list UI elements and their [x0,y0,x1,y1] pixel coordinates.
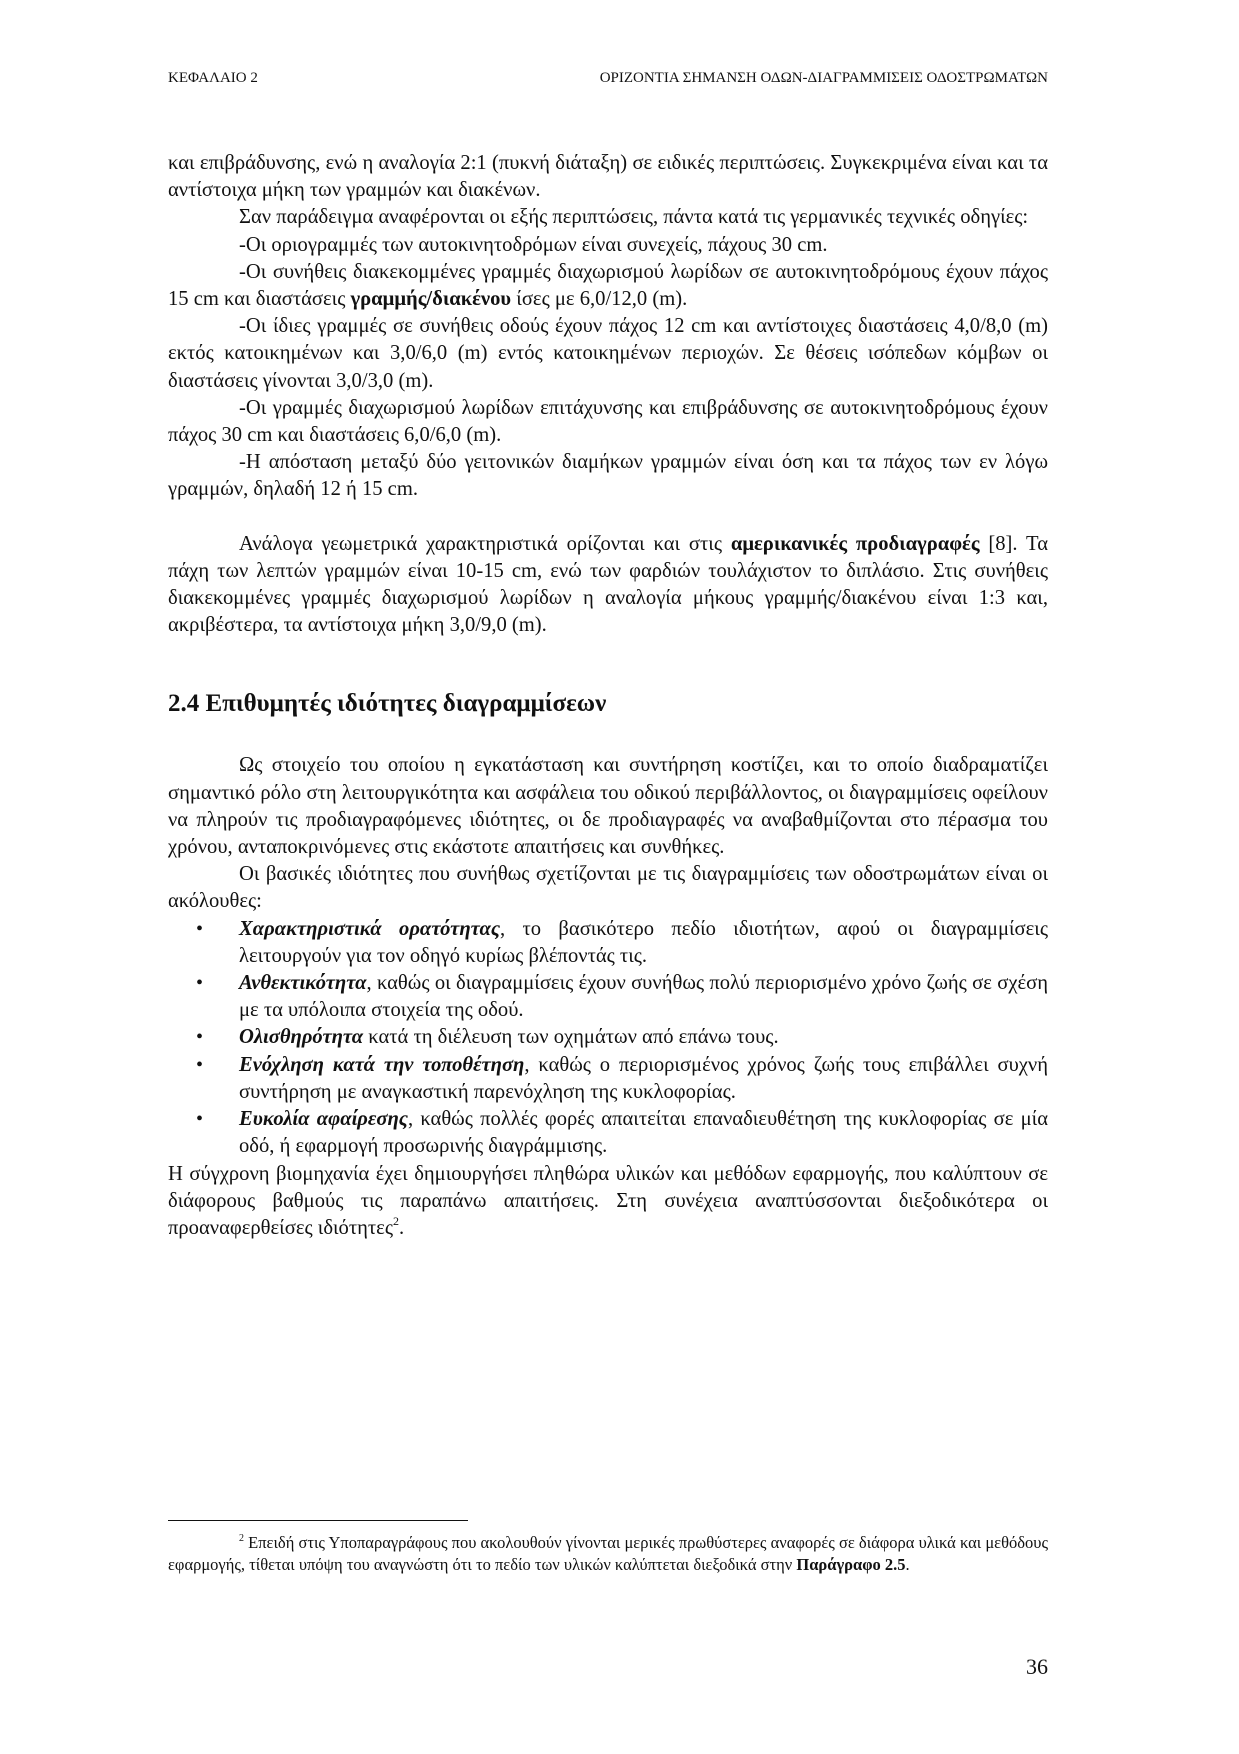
property-term: Ευκολία αφαίρεσης [239,1108,408,1131]
list-item [196,970,1048,1024]
paragraph: -Η απόσταση μεταξύ δύο γειτονικών διαμήκων γραμμών είναι όση και τα πάχος των εν λόγω γραμμών, δηλαδή 12 ή 15 cm. [168,451,1048,501]
spacer [168,504,1048,531]
list-item [196,916,1048,970]
bullet-icon: • [196,972,204,995]
paragraph: και επιβράδυνσης, ενώ η αναλογία 2:1 (πυκνή διάταξη) σε ειδικές περιπτώσεις. Συγκεκριμένα είναι και τα αντίστοιχα μήκη των γραμμών και διακένων. [168,152,1048,202]
footnote [168,1532,1048,1575]
paragraph [168,1161,1048,1243]
footnote-text [168,1532,1048,1575]
bullet-icon: • [196,1053,204,1076]
paragraph: -Οι οριογραμμές των αυτοκινητοδρόμων είναι συνεχείς, πάχους 30 cm. [239,233,828,256]
property-text: , καθώς ο περιορισμένος χρόνος ζωής τους επιβάλλει συχνή συντήρηση με αναγκαστική παρενόχληση της κυκλοφορίας. [239,1053,1048,1103]
paragraph-text: ίσες με 6,0/12,0 (m). [511,288,688,311]
property-text: , καθώς πολλές φορές απαιτείται επαναδιευθέτηση της κυκλοφορίας σε μία οδό, ή εφαρμογή προσωρινής διαγράμμισης. [239,1108,1048,1158]
footnote-body: Επειδή στις Υποπαραγράφους που ακολουθούν γίνονται μερικές πρωθύστερες αναφορές σε διάφορα υλικά και μεθόδους εφαρμογής, τίθεται υπόψη του αναγνώστη ότι το πεδίο των υλικών καλύπτεται διεξοδικά στην [168,1533,1048,1574]
property-text: , το βασικότερο πεδίο ιδιοτήτων, αφού οι διαγραμμίσεις λειτουργούν για τον οδηγό κυρίως βλέποντάς τις. [239,917,1048,967]
property-term: Ανθεκτικότητα [239,972,367,995]
list-item [196,1024,1048,1051]
paragraph: Ως στοιχείο του οποίου η εγκατάσταση και συντήρηση κοστίζει, και το οποίο διαδραματίζει σημαντικό ρόλο στη λειτουργικότητα και ασφάλεια του οδικού περιβάλλοντος, οι διαγραμμίσεις οφείλουν να πληρούν τις προδιαγραφόμενες ιδιότητες, οι δε προδιαγραφές να αναβαθμίζονται στο πέρασμα του χρόνου, ανταποκρινόμενες στις εκάστοτε απαιτήσεις και συνθήκες. [168,754,1048,859]
list-item [196,1106,1048,1160]
footnote-separator [168,1520,468,1521]
paragraph-text: Ανάλογα γεωμετρικά χαρακτηριστικά ορίζονται και στις [239,532,731,555]
running-title: ΟΡΙΖΟΝΤΙΑ ΣΗΜΑΝΣΗ ΟΔΩΝ-ΔΙΑΓΡΑΜΜΙΣΕΙΣ ΟΔΟΣΤΡΩΜΑΤΩΝ [599,70,1048,86]
properties-list [168,916,1048,1161]
section-heading: 2.4 Επιθυμητές ιδιότητες διαγραμμίσεων [168,690,607,718]
paragraph-text: Η σύγχρονη βιομηχανία έχει δημιουργήσει πληθώρα υλικών και μεθόδων εφαρμογής, που καλύπτουν σε διάφορους βαθμούς τις παραπάνω απαιτήσεις. Στη συνέχεια αναπτύσσονται διεξοδικότερα οι προαναφερθείσες ιδιότητες [168,1162,1048,1239]
chapter-label: ΚΕΦΑΛΑΙΟ 2 [168,70,258,86]
paragraph [168,259,1048,313]
page-body [168,150,1048,1242]
footnote-reference[interactable]: 2 [392,1213,399,1228]
footnote-marker: 2 [239,1533,244,1544]
paragraph: -Οι γραμμές διαχωρισμού λωρίδων επιτάχυνσης και επιβράδυνσης σε αυτοκινητοδρόμους έχουν πάχος 30 cm και διαστάσεις 6,0/6,0 (m). [168,396,1048,447]
emphasis-text: αμερικανικές προδιαγραφές [730,532,980,555]
paragraph-text: [8]. Τα πάχη των λεπτών γραμμών είναι 10-15 cm, ενώ των φαρδιών τουλάχιστον το διπλάσιο. Στις συνήθεις διακεκομμένες γραμμές διαχωρισμού λωρίδων η αναλογία μήκους γραμμής/διακένου είναι 1:3 και, ακριβέστερα, τα αντίστοιχα μήκη 3,0/9,0 (m). [168,532,1048,637]
paragraph-text: . [398,1216,405,1239]
running-header [168,70,1048,92]
page-number: 36 [1026,1654,1048,1679]
property-term: Ενόχληση κατά την τοποθέτηση [239,1053,525,1076]
property-term: Ολισθηρότητα [239,1026,364,1049]
footnote-body: . [905,1554,910,1574]
emphasis-text: γραμμής/διακένου [350,288,512,311]
list-item [196,1052,1048,1106]
property-text: , καθώς οι διαγραμμίσεις έχουν συνήθως πολύ περιορισμένο χρόνο ζωής σε σχέση με τα υπόλοιπα στοιχεία της οδού. [239,972,1048,1022]
paragraph: Οι βασικές ιδιότητες που συνήθως σχετίζονται με τις διαγραμμίσεις των οδοστρωμάτων είναι οι ακόλουθες: [168,863,1048,913]
bullet-icon: • [196,1108,204,1131]
bullet-icon: • [196,917,204,940]
paragraph [168,531,1048,640]
paragraph-text: -Οι συνήθεις διακεκομμένες γραμμές διαχωρισμού λωρίδων σε αυτοκινητοδρόμους έχουν πάχος 15 cm και διαστάσεις [168,260,1048,311]
property-text: κατά τη διέλευση των οχημάτων από επάνω τους. [363,1026,779,1049]
paragraph: Σαν παράδειγμα αναφέρονται οι εξής περιπτώσεις, πάντα κατά τις γερμανικές τεχνικές οδηγίες: [239,206,1029,229]
bullet-icon: • [196,1026,204,1049]
property-term: Χαρακτηριστικά ορατότητας [239,917,501,940]
emphasis-text: Παράγραφο 2.5 [796,1554,906,1574]
paragraph: -Οι ίδιες γραμμές σε συνήθεις οδούς έχουν πάχος 12 cm και αντίστοιχες διαστάσεις 4,0/8,0 (m) εκτός κατοικημένων και 3,0/6,0 (m) εντός κατοικημένων περιοχών. Σε θέσεις ισόπεδων κόμβων οι διαστάσεις γίνονται 3,0/3,0 (m). [168,315,1048,392]
